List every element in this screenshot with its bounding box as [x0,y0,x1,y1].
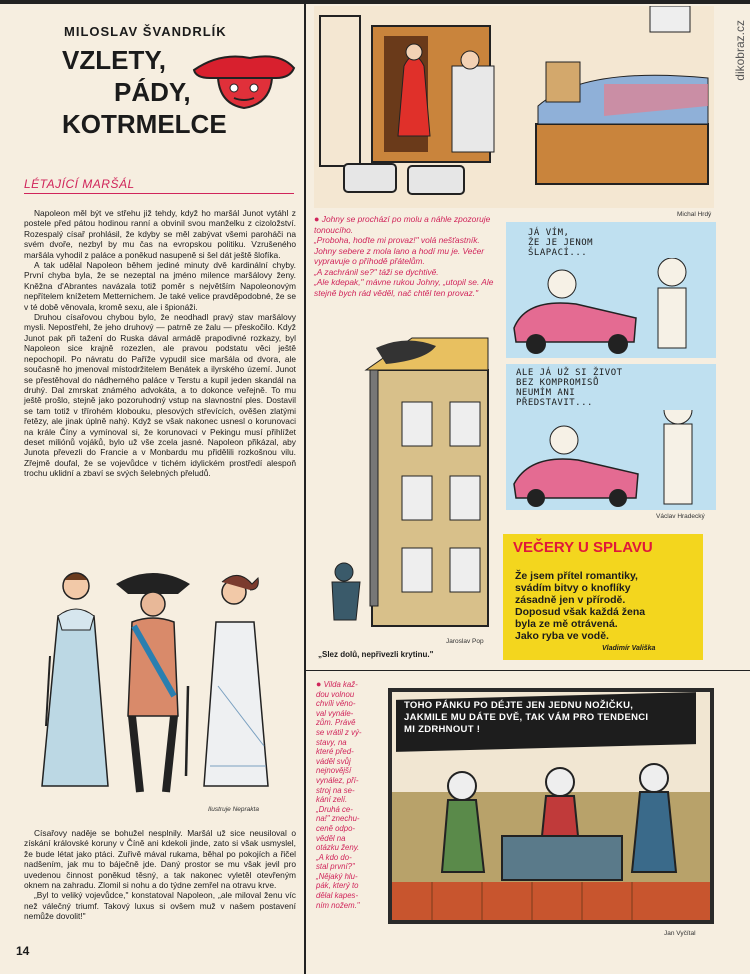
bullet-icon: ● [316,679,322,689]
article-body [24,208,296,479]
vilda-line: otázku ženy. [316,843,360,853]
pop-cartoon [316,330,492,636]
hradecky-bubble-2 [516,368,623,408]
poem-line: svádím bitvy o knoflíky [515,582,631,594]
vilda-line: stroj na se- [316,785,355,795]
section-divider [306,670,750,671]
article-paragraph: A tak udělal Napoleon během jediné minuty dvě kardinální chyby. První chyba byla, že se nezeptal na jméno milence maršálovy ženy. Kněžna d'Abrantes navázala totiž poměr s největším Napoleonovým nepřítelem knížetem Metternichem. Je také velice pravděpodobné, že se v té době věnovala, kromě sexu, ale i špionáži. [24,260,296,312]
section-title: LÉTAJÍCÍ MARŠÁL [24,177,135,191]
poem-line: Jako ryba ve vodě. [515,630,609,642]
vilda-line: pák, který to [316,881,359,891]
watermark: dikobraz.cz [733,20,747,81]
column-divider [304,0,306,974]
bubble-line: ALE JÁ UŽ SI ŽIVOT [516,368,623,378]
poem-author: Vladimír Vališka [602,645,656,652]
hradecky-bubble-1 [528,228,593,258]
vilda-line: dělal kapes- [316,891,359,901]
johny-line: „A zachránil se?" táži se dychtivě. [314,266,439,277]
title-line-2: PÁDY, [114,77,191,107]
bubble-line: JÁ VÍM, [528,228,570,238]
article-paragraph: Druhou císařovou chybou bylo, že neodhadl pravý stav maršálovy mysli. Nepostřehl, že jeho druhový — patrně ze žalu — přeskočilo. Když Junot pak při tažení do Ruska dával armádě prapodivné rozkazy, byl Napoleon sice krajně rozezlen, ale pravou podstatu věci ještě nepochopil. Po návratu do Paříže vypudil sice maršála od dvora, ale současně ho jmenoval místodržitelem Benátek a ilyrského území. Junot se přestěhoval do nádherného paláce v Terstu a kupil jeden skandál na druhý. Dal zmrskat známého advokáta, a to dokonce veřejně. To mu ještě prošlo, stejně jako pozoruhodný vstup na slavnostní ples. Dostavil se tam totiž v třírohém klobouku, plesových střevících, ověšen zlatými řetězy, ale jinak úplně nahý. Když se však nakonec usnesl o korunovaci na krále Číny a vymínoval si, že korunovaci v Pekingu musí přihlížet deset miliónů vojáků, bylo už vše zcela jasné. Napoleon přikázal, aby Junota převezli do Francie a v Monbardu mu přidělili rozkošnou vilu. Zřejmě doufal, že se vojevůdce v tichém idylickém prostředí alespoň trochu uklidní a zbaví se svých šelebných přeludů. [24,312,296,479]
vycital-credit: Jan Vyčítal [664,930,696,937]
banner-line: JAKMILE MU DÁTE DVĚ, TAK VÁM PRO TENDENCI [404,712,649,723]
hrdy-credit: Michal Hrdý [677,211,712,218]
vilda-line: „Druhá ce- [316,804,353,814]
vilda-line: val vynále- [316,708,354,718]
vilda-line: na!" znechu- [316,814,360,824]
vilda-line: věděl na [316,833,346,843]
napoleon-illustration [28,566,278,802]
vilda-line: vynález, pří- [316,775,359,785]
bubble-line: PŘEDSTAVIT... [516,398,593,408]
vilda-line: Vilda kaž- [323,680,358,689]
section-rule [24,193,294,194]
top-border [0,0,750,4]
johny-line: Johny sebere z mola lano a hodí mu je. Večer vypravuje o příhodě přátelům. [314,245,485,266]
vilda-line: se vrátil z vý- [316,727,362,737]
article-body-end [24,828,296,922]
napoleon-head-logo [190,48,298,112]
bubble-line: ŽE JE JENOM [528,238,594,248]
vilda-line: „Nějaký hlu- [316,871,358,881]
bubble-line: BEZ KOMPROMISŮ [516,378,599,388]
article-paragraph: „Byl to veliký vojevůdce," konstatoval Napoleon, „ale miloval ženu víc než válečný triumf. Takový luxus si ovšem muž v našem postavení nemůže dovolit!" [24,890,296,922]
poem-line: Doposud však každá žena [515,606,646,618]
vilda-line: stal první?" [316,862,355,872]
vilda-line: které před- [316,747,354,757]
poem-body [515,570,645,642]
hradecky-credit: Václav Hradecký [656,513,705,520]
vilda-line: chvíli věno- [316,699,356,709]
vycital-scene [392,752,710,920]
vilda-line: ním nožem." [316,900,360,910]
vilda-story [316,680,382,910]
vycital-banner [404,700,648,736]
article-paragraph: Císařovy naděje se bohužel nesplnily. Maršál už sice neusiloval o získání královské koruny v Číně ani kdekoli jinde, zato si však usmyslel, že bude létat jako ptáci. Zuřivě mával rukama, běhal po pokojích a řičel nadšením, jak mu to báječně jde. Daný prostor se mu však jevil pro uvedenou činnost poněkud těsný, a tak nakonec vyletěl otevřeným oknem na zahradu. Zlomil si nohu a do týdne zemřel na otravu krve. [24,828,296,891]
johny-line: „Ale kdepak," mávne rukou Johny, „utopil se. Ale stejně bych rád věděl, nač chtěl ten provaz." [314,277,494,298]
bullet-icon: ● [314,214,320,224]
vilda-line: zům. Právě [316,718,356,728]
poem-title: VEČERY U SPLAVU [513,539,653,556]
vilda-line: kání zelí. [316,795,348,805]
title-line-1: VZLETY, [62,45,167,75]
pop-caption: „Slez dolů, nepřivezli krytinu." [318,650,434,659]
hradecky-car-1 [506,258,716,358]
poem-line: Že jsem přítel romantiky, [515,570,638,582]
hradecky-car-2 [506,410,716,510]
banner-line: MI ZDRHNOUT ! [404,724,481,735]
bubble-line: NEUMÍM ANI [516,388,576,398]
vilda-line: váděl svůj [316,756,351,766]
bubble-line: ŠLAPACÍ... [528,248,588,258]
johny-story [314,214,504,298]
author-name: MILOSLAV ŠVANDRLÍK [64,24,227,39]
pop-credit: Jaroslav Pop [446,638,484,645]
poem-line: byla ze mě otrávená. [515,618,618,630]
banner-line: TOHO PÁNKU PO DÉJTE JEN JEDNU NOŽIČKU, [404,700,634,711]
page-number: 14 [16,944,30,958]
johny-line: „Proboha, hoďte mi provaz!" volá nešťastník. [314,235,480,245]
hrdy-cartoon [314,6,714,208]
article-paragraph: Napoleon měl být ve střehu již tehdy, když ho maršál Junot vytáhl z postele před pátou hodinou ranní a obvinil svou manželku z cizoložství. Rozespalý císař prohlásil, že kdyby se měl zabývat všemi paroháči na svém dvoře, nezbyl by mu čas na evropskou politiku. Vzrušeného maršála vyhodil z paláce a poněkud nasupeně si šel dát ještě šlofíka. [24,208,296,260]
vilda-line: ceně odpo- [316,823,356,833]
vilda-line: „A kdo do- [316,852,352,862]
poem-line: zásadně jen v přírodě. [515,594,626,606]
vilda-line: nejnovější [316,766,352,776]
vilda-line: dou volnou [316,689,355,699]
vilda-line: stavy, na [316,737,347,747]
title-line-3: KOTRMELCE [62,109,227,139]
johny-line: Johny se prochází po molu a náhle zpozoruje tonoucího. [314,214,491,235]
illustration-credit: Ilustruje Neprakta [208,806,259,813]
